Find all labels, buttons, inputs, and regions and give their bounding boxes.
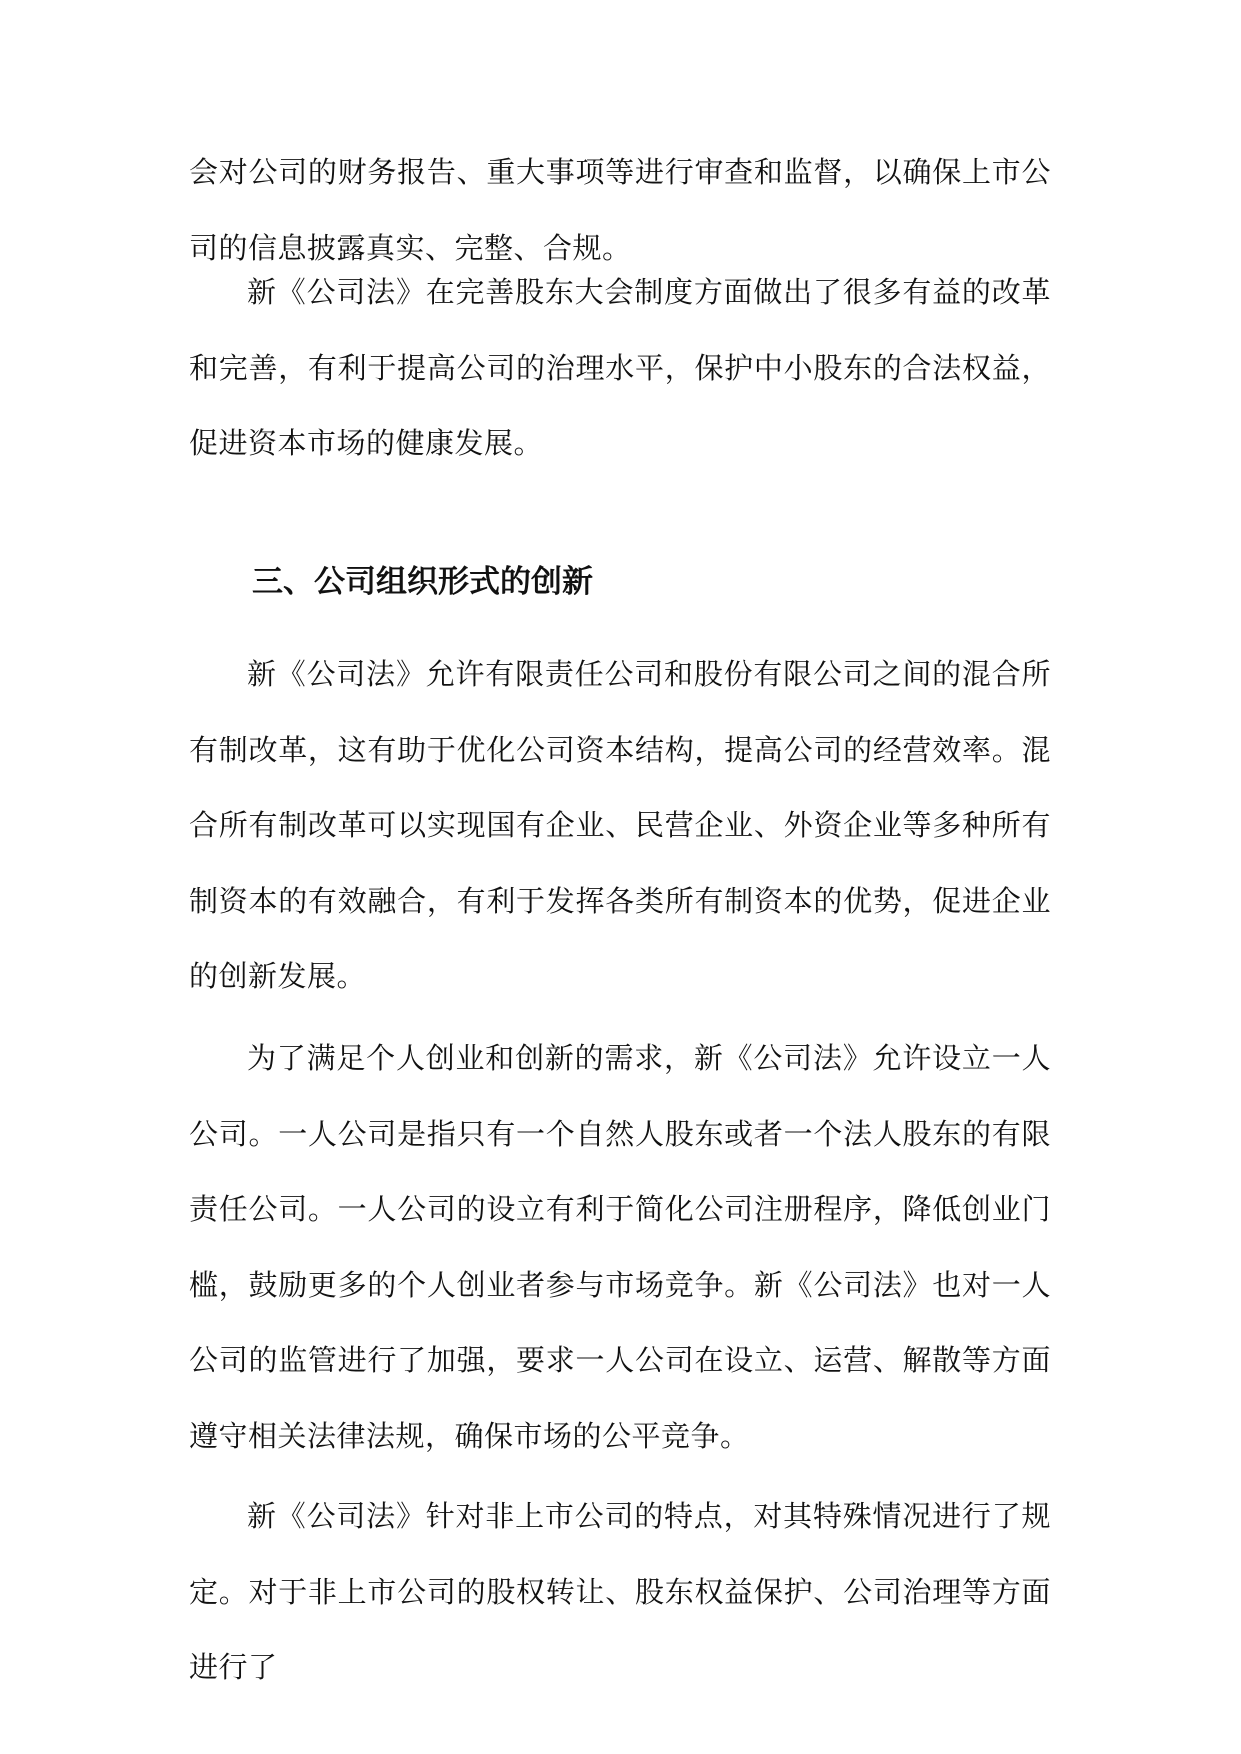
section-heading: 三、公司组织形式的创新	[252, 564, 593, 600]
paragraph-5: 新《公司法》针对非上市公司的特点，对其特殊情况进行了规定。对于非上市公司的股权转让、股东权益保护、公司治理等方面进行了	[189, 1499, 1051, 1684]
paragraph-1: 会对公司的财务报告、重大事项等进行审查和监督，以确保上市公司的信息披露真实、完整、合规。	[189, 155, 1051, 265]
paragraph-2: 新《公司法》在完善股东大会制度方面做出了很多有益的改革和完善，有利于提高公司的治理水平，保护中小股东的合法权益，促进资本市场的健康发展。	[189, 275, 1051, 460]
paragraph-4: 为了满足个人创业和创新的需求，新《公司法》允许设立一人公司。一人公司是指只有一个自然人股东或者一个法人股东的有限责任公司。一人公司的设立有利于简化公司注册程序，降低创业门槛，鼓励更多的个人创业者参与市场竞争。新《公司法》也对一人公司的监管进行了加强，要求一人公司在设立、运营、解散等方面遵守相关法律法规，确保市场的公平竞争。	[189, 1041, 1051, 1453]
paragraph-3: 新《公司法》允许有限责任公司和股份有限公司之间的混合所有制改革，这有助于优化公司资本结构，提高公司的经营效率。混合所有制改革可以实现国有企业、民营企业、外资企业等多种所有制资本的有效融合，有利于发挥各类所有制资本的优势，促进企业的创新发展。	[189, 657, 1051, 993]
